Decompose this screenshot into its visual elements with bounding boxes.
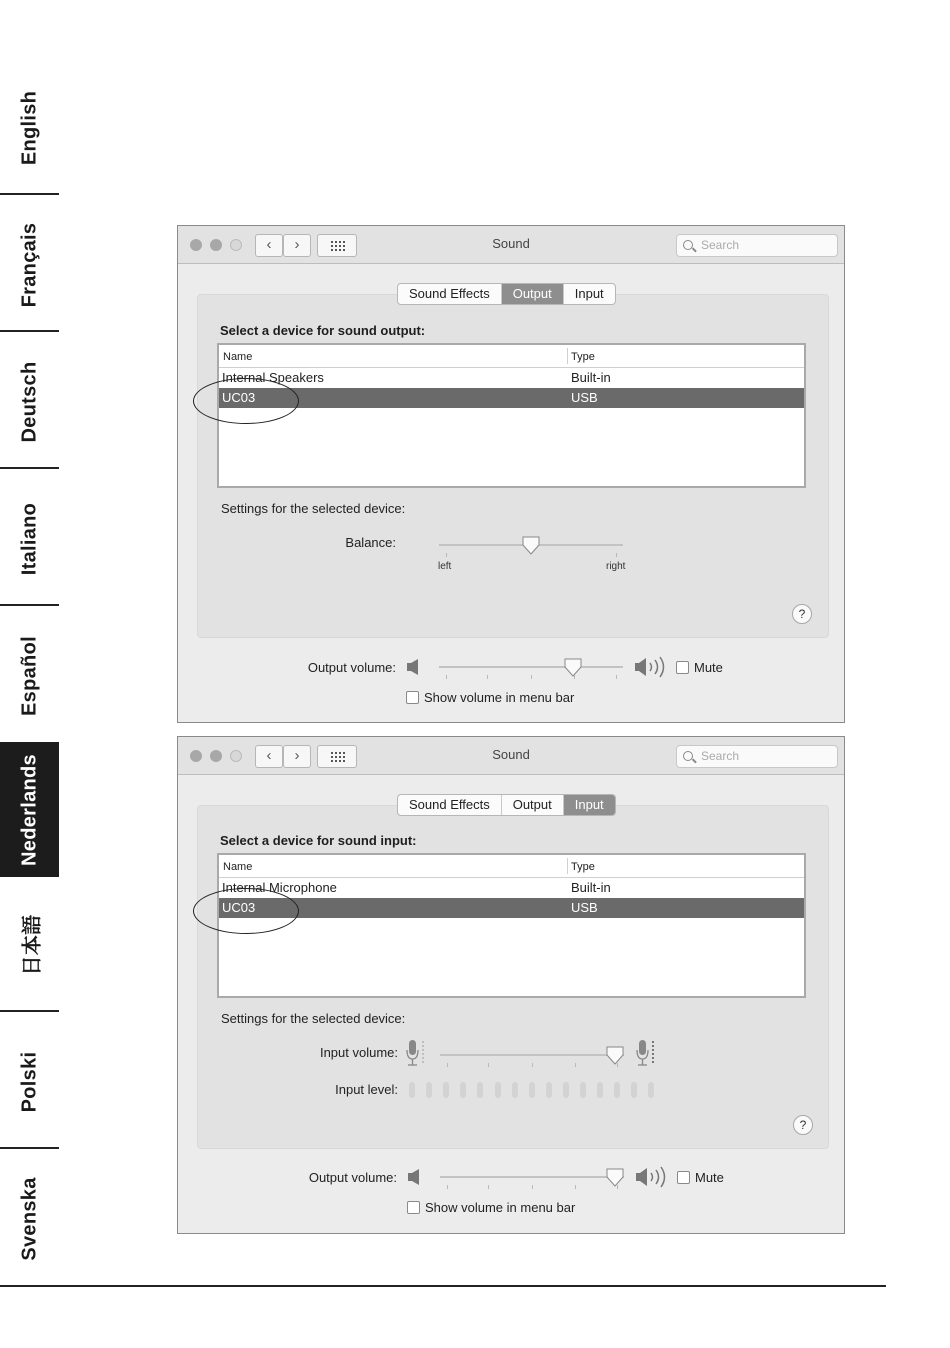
device-name: UC03 bbox=[222, 390, 256, 405]
lang-tab-francais[interactable] bbox=[0, 197, 59, 332]
lang-label: Polski bbox=[18, 1051, 40, 1112]
title-bar bbox=[178, 737, 844, 775]
bottom-rule bbox=[0, 1285, 886, 1287]
table-row-selected[interactable] bbox=[219, 898, 804, 918]
lang-label: Deutsch bbox=[18, 360, 40, 443]
mute-label: Mute bbox=[694, 660, 723, 675]
balance-right-label: right bbox=[606, 561, 626, 572]
input-level-segment bbox=[477, 1082, 483, 1098]
device-heading: Select a device for sound input: bbox=[220, 833, 417, 848]
input-level-segment bbox=[614, 1082, 620, 1098]
lang-tab-deutsch[interactable] bbox=[0, 334, 59, 469]
chevron-right-icon: › bbox=[294, 747, 300, 764]
tab-sound-effects[interactable]: Sound Effects bbox=[409, 286, 490, 301]
input-volume-knob[interactable] bbox=[606, 1046, 624, 1066]
input-level-segment bbox=[546, 1082, 552, 1098]
highlight-ellipse bbox=[193, 888, 299, 934]
balance-left-label: left bbox=[438, 561, 452, 572]
sound-input-window bbox=[177, 736, 845, 1234]
tab-bar bbox=[397, 283, 616, 305]
device-type: Built-in bbox=[571, 880, 611, 895]
input-volume-slider[interactable] bbox=[440, 1054, 624, 1056]
lang-label: Español bbox=[18, 635, 40, 716]
microphone-low-icon bbox=[406, 1039, 430, 1069]
tab-bar bbox=[397, 794, 616, 816]
table-header bbox=[219, 345, 804, 368]
search-icon bbox=[683, 751, 693, 761]
search-field[interactable] bbox=[676, 745, 838, 768]
device-type: Built-in bbox=[571, 370, 611, 385]
lang-tab-japanese[interactable] bbox=[0, 877, 59, 1012]
column-name[interactable]: Name bbox=[223, 351, 253, 363]
tab-output[interactable]: Output bbox=[501, 795, 563, 815]
tab-input[interactable]: Input bbox=[563, 284, 615, 304]
sound-output-window bbox=[177, 225, 845, 723]
speaker-high-icon bbox=[635, 1166, 669, 1188]
show-volume-label: Show volume in menu bar bbox=[424, 690, 575, 705]
chevron-right-icon: › bbox=[294, 236, 300, 253]
search-icon bbox=[683, 240, 693, 250]
show-volume-checkbox[interactable] bbox=[407, 1201, 420, 1214]
show-volume-label: Show volume in menu bar bbox=[425, 1200, 576, 1215]
input-level-segment bbox=[443, 1082, 449, 1098]
device-name: UC03 bbox=[222, 900, 256, 915]
speaker-low-icon bbox=[406, 658, 420, 676]
input-level-label: Input level: bbox=[335, 1082, 398, 1097]
tick bbox=[616, 553, 617, 557]
search-placeholder: Search bbox=[701, 238, 740, 252]
lang-tab-nederlands[interactable] bbox=[0, 742, 59, 877]
window-title: Sound bbox=[492, 747, 530, 762]
input-level-segment bbox=[563, 1082, 569, 1098]
output-volume-label: Output volume: bbox=[308, 1170, 397, 1185]
table-row[interactable] bbox=[219, 878, 804, 898]
search-field[interactable] bbox=[676, 234, 838, 257]
input-level-segment bbox=[631, 1082, 637, 1098]
output-volume-label: Output volume: bbox=[307, 660, 396, 675]
lang-tab-english[interactable] bbox=[0, 60, 59, 195]
show-volume-checkbox[interactable] bbox=[406, 691, 419, 704]
device-type: USB bbox=[571, 900, 598, 915]
settings-heading: Settings for the selected device: bbox=[221, 1011, 406, 1026]
highlight-ellipse bbox=[193, 378, 299, 424]
window-title: Sound bbox=[492, 236, 530, 251]
tab-output[interactable]: Output bbox=[501, 284, 563, 304]
chevron-left-icon: ‹ bbox=[266, 236, 272, 253]
tab-input[interactable]: Input bbox=[563, 795, 615, 815]
help-button[interactable]: ? bbox=[792, 604, 812, 624]
input-level-segment bbox=[580, 1082, 586, 1098]
title-bar bbox=[178, 226, 844, 264]
output-volume-slider[interactable] bbox=[439, 666, 623, 668]
balance-slider-knob[interactable] bbox=[522, 536, 540, 556]
microphone-high-icon bbox=[636, 1039, 660, 1069]
speaker-low-icon bbox=[407, 1168, 421, 1186]
column-type[interactable]: Type bbox=[571, 861, 595, 873]
device-table bbox=[217, 343, 806, 488]
output-volume-slider[interactable] bbox=[440, 1176, 624, 1178]
device-heading: Select a device for sound output: bbox=[220, 323, 426, 338]
speaker-high-icon bbox=[634, 656, 668, 678]
table-row-selected[interactable] bbox=[219, 388, 804, 408]
tick bbox=[446, 553, 447, 557]
output-volume-knob[interactable] bbox=[564, 658, 582, 678]
lang-label: Svenska bbox=[18, 1176, 40, 1261]
column-name[interactable]: Name bbox=[223, 861, 253, 873]
input-level-segment bbox=[426, 1082, 432, 1098]
device-type: USB bbox=[571, 390, 598, 405]
mute-label: Mute bbox=[695, 1170, 724, 1185]
search-placeholder: Search bbox=[701, 749, 740, 763]
input-level-segment bbox=[512, 1082, 518, 1098]
lang-label: Nederlands bbox=[18, 753, 40, 866]
output-volume-knob[interactable] bbox=[606, 1168, 624, 1188]
mute-checkbox[interactable] bbox=[676, 661, 689, 674]
lang-label: English bbox=[18, 90, 40, 165]
help-button[interactable]: ? bbox=[793, 1115, 813, 1135]
table-header bbox=[219, 855, 804, 878]
lang-tab-polski[interactable] bbox=[0, 1014, 59, 1149]
input-volume-label: Input volume: bbox=[319, 1045, 398, 1060]
input-level-segment bbox=[648, 1082, 654, 1098]
input-level-segment bbox=[460, 1082, 466, 1098]
lang-tab-espanol[interactable] bbox=[0, 608, 59, 743]
tab-sound-effects[interactable]: Sound Effects bbox=[409, 797, 490, 812]
lang-tab-svenska[interactable] bbox=[0, 1151, 59, 1286]
mute-checkbox[interactable] bbox=[677, 1171, 690, 1184]
lang-label: Italiano bbox=[18, 502, 40, 575]
chevron-left-icon: ‹ bbox=[266, 747, 272, 764]
input-level-segment bbox=[529, 1082, 535, 1098]
table-row[interactable] bbox=[219, 368, 804, 388]
lang-tab-italiano[interactable] bbox=[0, 471, 59, 606]
lang-label: Français bbox=[18, 222, 40, 307]
settings-heading: Settings for the selected device: bbox=[221, 501, 406, 516]
lang-label: 日本語 bbox=[21, 914, 43, 975]
device-table bbox=[217, 853, 806, 998]
input-level-segment bbox=[597, 1082, 603, 1098]
balance-label: Balance: bbox=[345, 535, 396, 550]
input-level-segment bbox=[495, 1082, 501, 1098]
device-name: Internal Speakers bbox=[222, 370, 324, 385]
column-type[interactable]: Type bbox=[571, 351, 595, 363]
input-level-segment bbox=[409, 1082, 415, 1098]
device-name: Internal Microphone bbox=[222, 880, 337, 895]
